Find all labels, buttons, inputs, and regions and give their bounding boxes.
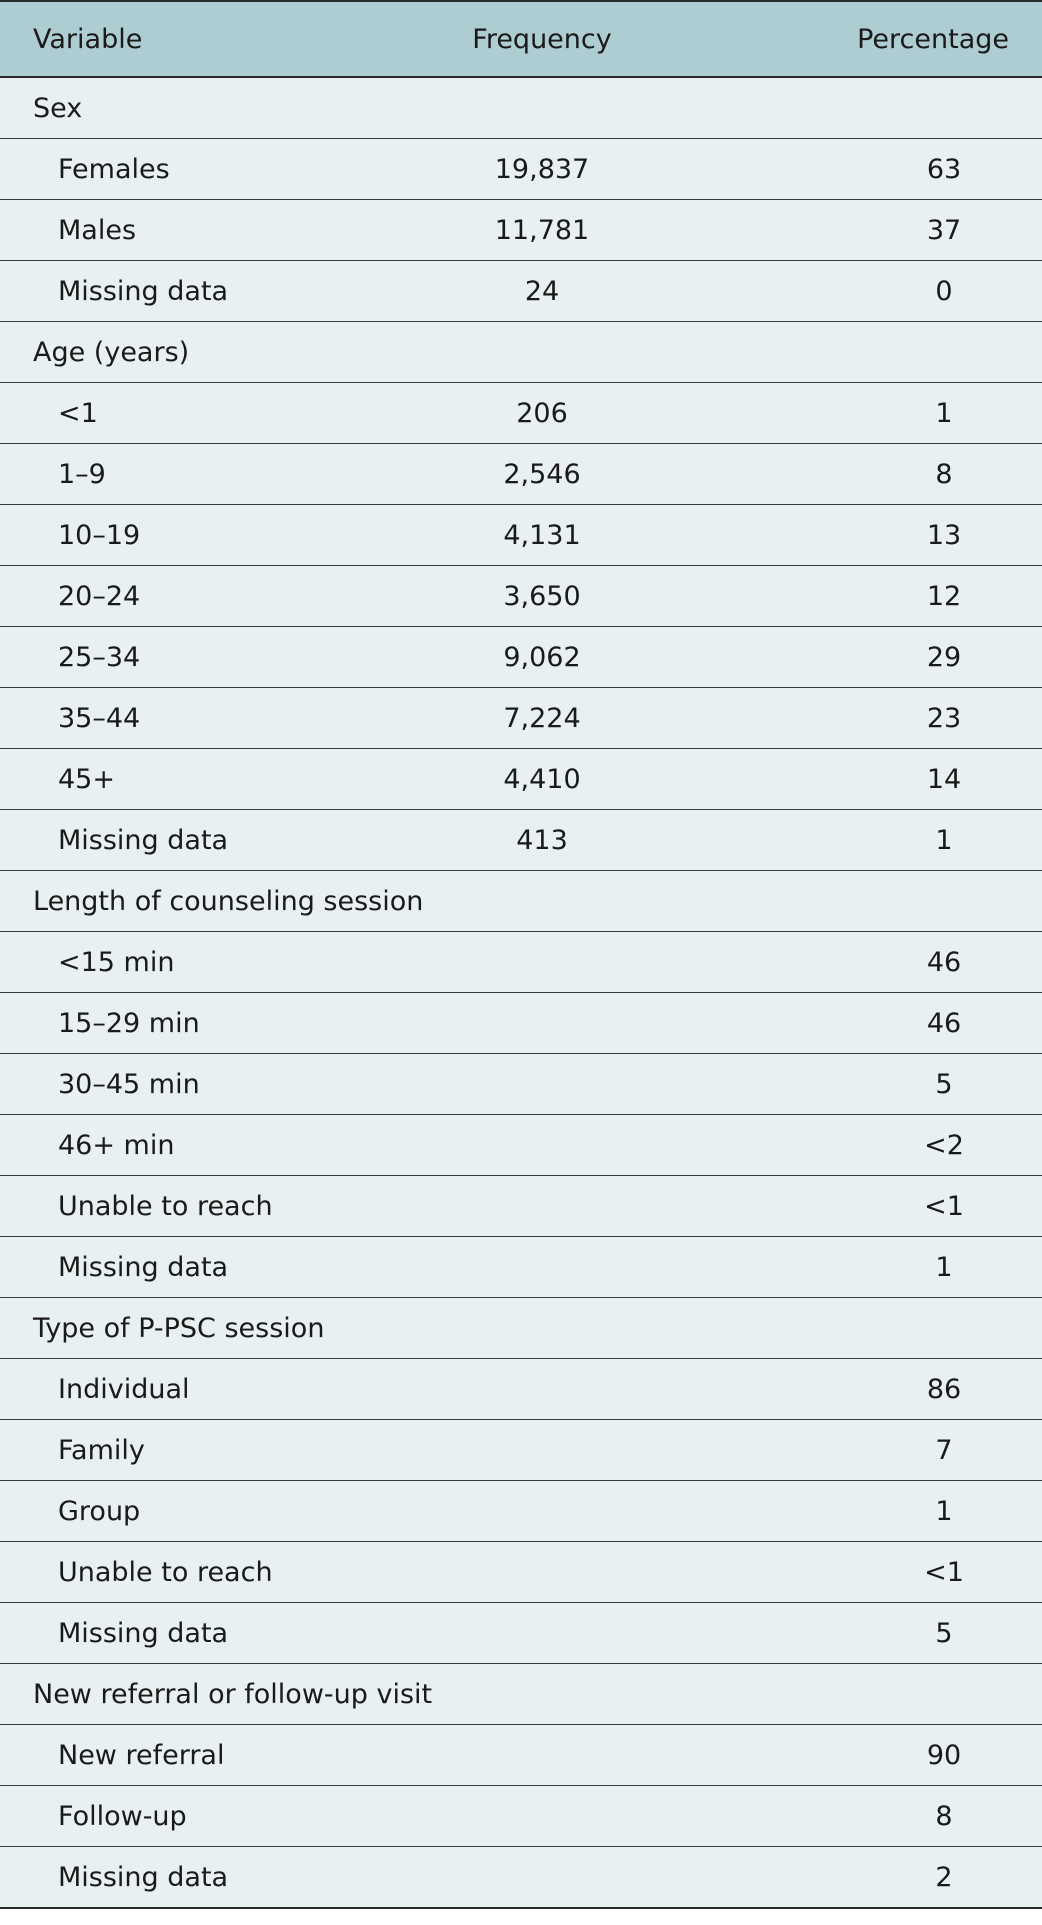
table-row <box>0 1786 1042 1847</box>
table-row <box>0 688 1042 749</box>
percentage-cell: 8 <box>680 1786 1042 1847</box>
header-row <box>0 1 1042 77</box>
frequency-cell: 11,781 <box>404 200 680 261</box>
percentage-cell: 2 <box>680 1847 1042 1909</box>
table-row <box>0 993 1042 1054</box>
variable-cell: Individual <box>0 1359 404 1420</box>
table-body <box>0 77 1042 1908</box>
table-row <box>0 261 1042 322</box>
percentage-cell: 5 <box>680 1054 1042 1115</box>
table-row <box>0 139 1042 200</box>
frequency-cell <box>404 1542 680 1603</box>
variable-cell: Missing data <box>0 261 404 322</box>
table-row <box>0 810 1042 871</box>
frequency-cell: 19,837 <box>404 139 680 200</box>
frequency-cell <box>404 1420 680 1481</box>
percentage-cell: 0 <box>680 261 1042 322</box>
variable-cell: <15 min <box>0 932 404 993</box>
column-header-percentage: Percentage <box>680 1 1042 77</box>
table-row <box>0 1420 1042 1481</box>
frequency-cell: 2,546 <box>404 444 680 505</box>
variable-cell: 10–19 <box>0 505 404 566</box>
frequency-cell: 4,131 <box>404 505 680 566</box>
table-row <box>0 444 1042 505</box>
frequency-cell <box>404 1481 680 1542</box>
percentage-cell: 1 <box>680 383 1042 444</box>
table-row <box>0 200 1042 261</box>
percentage-cell: 23 <box>680 688 1042 749</box>
table-row <box>0 749 1042 810</box>
percentage-cell: 86 <box>680 1359 1042 1420</box>
frequency-cell: 9,062 <box>404 627 680 688</box>
variable-cell: 20–24 <box>0 566 404 627</box>
category-row <box>0 1664 1042 1725</box>
frequency-cell <box>404 1176 680 1237</box>
table-row <box>0 1054 1042 1115</box>
category-row <box>0 77 1042 139</box>
percentage-cell: 1 <box>680 810 1042 871</box>
table-row <box>0 505 1042 566</box>
percentage-cell: <2 <box>680 1115 1042 1176</box>
frequency-cell: 3,650 <box>404 566 680 627</box>
column-header-variable: Variable <box>0 1 404 77</box>
variable-cell: 46+ min <box>0 1115 404 1176</box>
percentage-cell: 7 <box>680 1420 1042 1481</box>
percentage-cell: 8 <box>680 444 1042 505</box>
percentage-cell: 5 <box>680 1603 1042 1664</box>
variable-cell: Missing data <box>0 1237 404 1298</box>
variable-cell: Unable to reach <box>0 1542 404 1603</box>
variable-cell: Unable to reach <box>0 1176 404 1237</box>
table-row <box>0 383 1042 444</box>
percentage-cell: 1 <box>680 1237 1042 1298</box>
percentage-cell: 1 <box>680 1481 1042 1542</box>
variable-cell: 1–9 <box>0 444 404 505</box>
percentage-cell: 46 <box>680 932 1042 993</box>
percentage-cell: <1 <box>680 1542 1042 1603</box>
variable-cell: Missing data <box>0 1603 404 1664</box>
variable-cell: Males <box>0 200 404 261</box>
category-label: Age (years) <box>0 322 1042 383</box>
table-row <box>0 932 1042 993</box>
frequency-cell <box>404 1054 680 1115</box>
variable-cell: New referral <box>0 1725 404 1786</box>
frequency-cell <box>404 1237 680 1298</box>
percentage-cell: 12 <box>680 566 1042 627</box>
frequency-cell <box>404 1725 680 1786</box>
frequency-cell: 4,410 <box>404 749 680 810</box>
variable-cell: 25–34 <box>0 627 404 688</box>
percentage-cell: 29 <box>680 627 1042 688</box>
percentage-cell: 63 <box>680 139 1042 200</box>
frequency-cell: 7,224 <box>404 688 680 749</box>
frequency-cell <box>404 932 680 993</box>
percentage-cell: <1 <box>680 1176 1042 1237</box>
percentage-cell: 90 <box>680 1725 1042 1786</box>
category-row <box>0 871 1042 932</box>
frequency-cell: 206 <box>404 383 680 444</box>
category-row <box>0 322 1042 383</box>
category-label: New referral or follow-up visit <box>0 1664 1042 1725</box>
percentage-cell: 37 <box>680 200 1042 261</box>
frequency-cell: 24 <box>404 261 680 322</box>
frequency-cell <box>404 1786 680 1847</box>
variable-cell: Family <box>0 1420 404 1481</box>
variable-cell: Females <box>0 139 404 200</box>
table-row <box>0 1847 1042 1909</box>
variable-cell: 45+ <box>0 749 404 810</box>
frequency-cell <box>404 993 680 1054</box>
frequency-cell <box>404 1603 680 1664</box>
table-row <box>0 1115 1042 1176</box>
frequency-cell: 413 <box>404 810 680 871</box>
table-row <box>0 627 1042 688</box>
table-row <box>0 1542 1042 1603</box>
percentage-cell: 13 <box>680 505 1042 566</box>
category-label: Length of counseling session <box>0 871 1042 932</box>
category-row <box>0 1298 1042 1359</box>
table-row <box>0 1725 1042 1786</box>
frequency-cell <box>404 1847 680 1909</box>
variable-cell: 35–44 <box>0 688 404 749</box>
table-header <box>0 1 1042 77</box>
table-row <box>0 1481 1042 1542</box>
variable-cell: 15–29 min <box>0 993 404 1054</box>
table-row <box>0 566 1042 627</box>
table-row <box>0 1237 1042 1298</box>
variable-cell: 30–45 min <box>0 1054 404 1115</box>
category-label: Sex <box>0 77 1042 139</box>
variable-cell: Group <box>0 1481 404 1542</box>
percentage-cell: 14 <box>680 749 1042 810</box>
category-label: Type of P-PSC session <box>0 1298 1042 1359</box>
variable-cell: Missing data <box>0 1847 404 1909</box>
table-row <box>0 1359 1042 1420</box>
table-row <box>0 1603 1042 1664</box>
frequency-cell <box>404 1359 680 1420</box>
table-row <box>0 1176 1042 1237</box>
variable-cell: Missing data <box>0 810 404 871</box>
column-header-frequency: Frequency <box>404 1 680 77</box>
percentage-cell: 46 <box>680 993 1042 1054</box>
frequency-cell <box>404 1115 680 1176</box>
variable-cell: <1 <box>0 383 404 444</box>
variable-cell: Follow-up <box>0 1786 404 1847</box>
